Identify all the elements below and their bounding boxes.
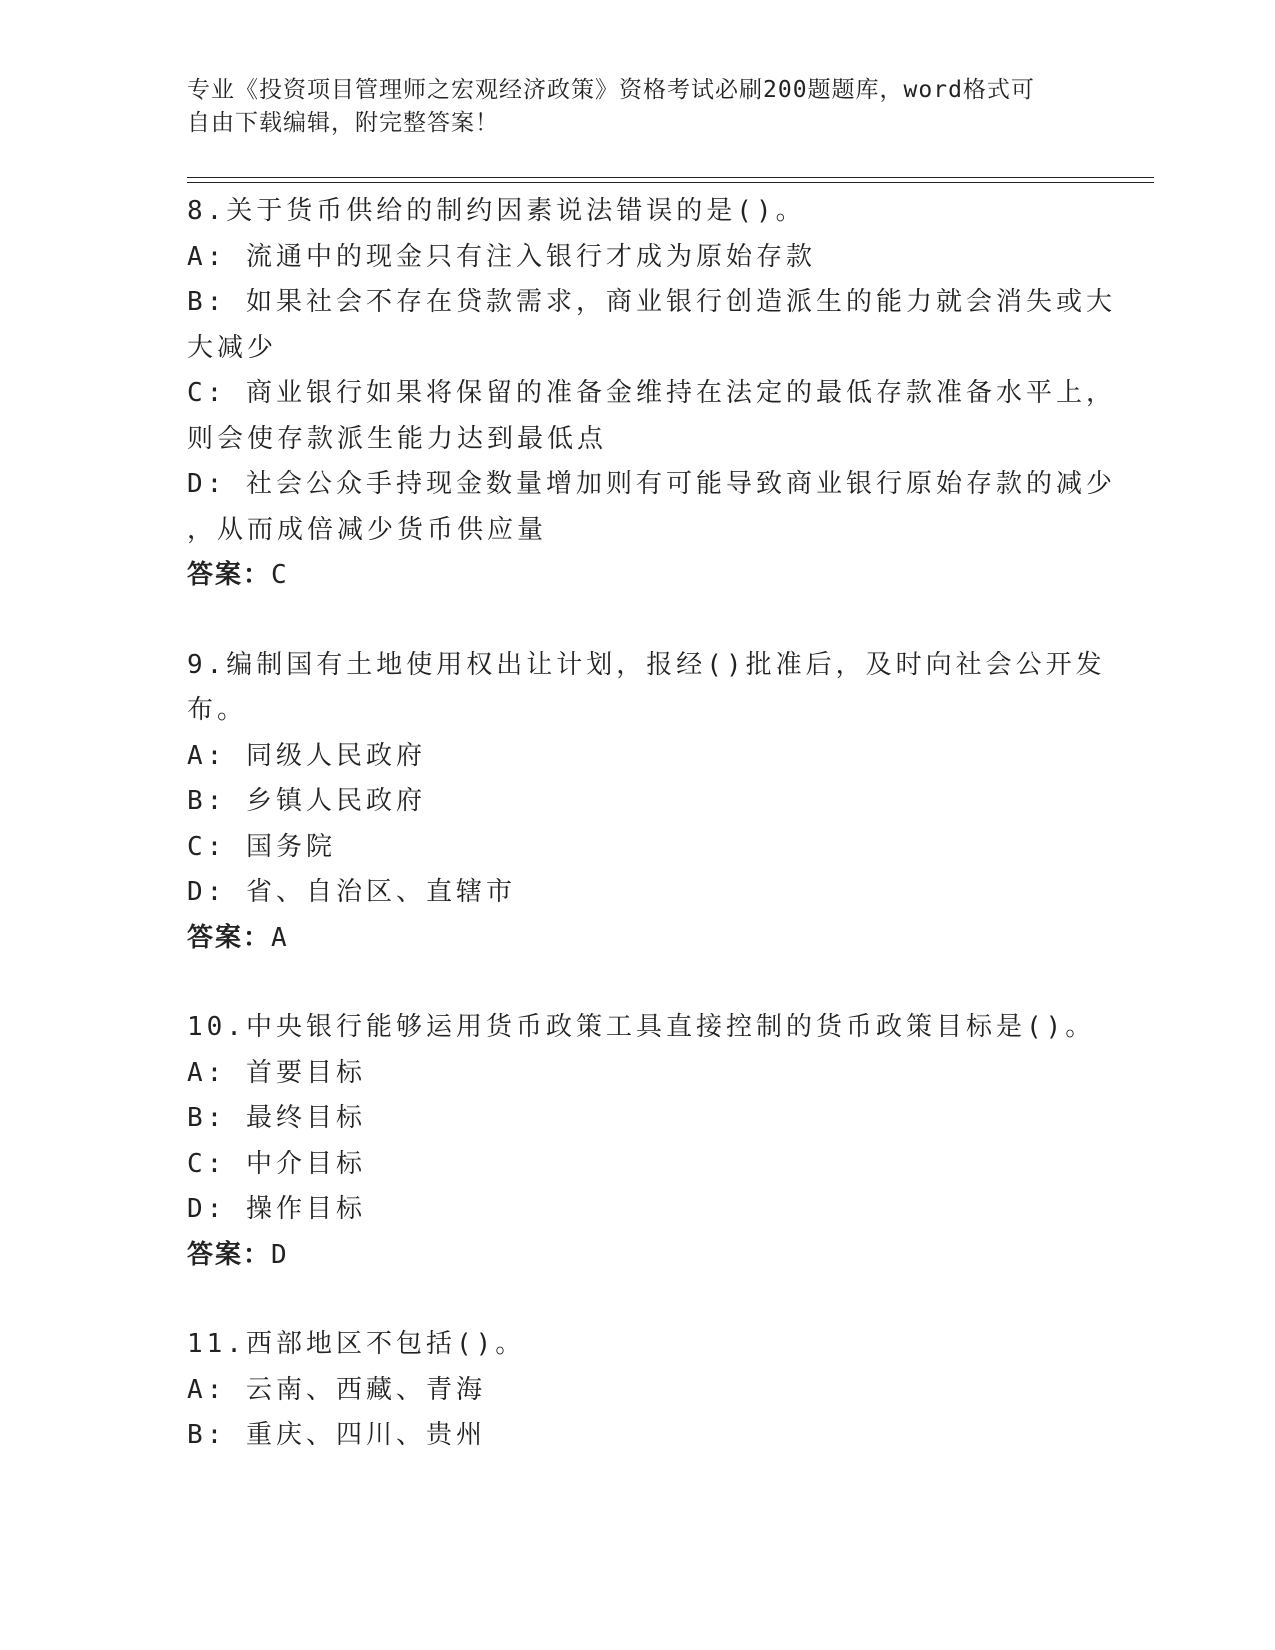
- option-text: B: 乡镇人民政府: [187, 786, 426, 816]
- question-stem: 9.编制国有土地使用权出让计划，报经()批准后，及时向社会公开发: [187, 649, 1106, 680]
- question-stem: 11.西部地区不包括()。: [187, 1329, 526, 1359]
- answer-label: 答案：: [187, 1239, 272, 1270]
- answer-label: 答案：: [187, 560, 272, 590]
- option-text: A: 云南、西藏、青海: [187, 1374, 486, 1405]
- answer-value: C: [271, 560, 289, 590]
- option-text: A: 流通中的现金只有注入银行才成为原始存款: [187, 241, 816, 272]
- option-text: B: 最终目标: [187, 1103, 366, 1133]
- question-stem: 8.关于货币供给的制约因素说法错误的是()。: [187, 196, 806, 226]
- option-text: A: 同级人民政府: [187, 740, 426, 771]
- option-text: C: 商业银行如果将保留的准备金维持在法定的最低存款准备水平上，: [187, 378, 1116, 408]
- question-block: [187, 189, 1116, 599]
- header-divider-top: [187, 177, 1154, 178]
- option-text: 大减少: [187, 332, 278, 363]
- question-stem: 10.中央银行能够运用货币政策工具直接控制的货币政策目标是()。: [187, 1012, 1096, 1042]
- header-line-2: 自由下载编辑，附完整答案！: [187, 110, 499, 136]
- question-block: [187, 1322, 1087, 1459]
- option-text: B: 重庆、四川、贵州: [187, 1420, 486, 1450]
- answer-value: A: [271, 922, 289, 953]
- option-text: 则会使存款派生能力达到最低点: [187, 423, 608, 454]
- answer-label: 答案：: [187, 922, 272, 953]
- answer-value: D: [271, 1239, 289, 1270]
- answer-line: [187, 1233, 1087, 1279]
- option-text: D: 操作目标: [187, 1194, 366, 1224]
- question-list: [187, 189, 1116, 1503]
- question-stem: 布。: [187, 695, 248, 725]
- answer-line: [187, 916, 1087, 962]
- question-block: [187, 1005, 1096, 1278]
- document-header: [187, 74, 1067, 140]
- question-block: [187, 643, 1106, 962]
- answer-line: [187, 553, 1087, 599]
- option-text: C: 中介目标: [187, 1148, 366, 1179]
- option-text: A: 首要目标: [187, 1057, 366, 1088]
- option-text: D: 社会公众手持现金数量增加则有可能导致商业银行原始存款的减少: [187, 469, 1116, 499]
- option-text: C: 国务院: [187, 831, 336, 862]
- option-text: B: 如果社会不存在贷款需求，商业银行创造派生的能力就会消失或大: [187, 287, 1116, 317]
- option-text: ，从而成倍减少货币供应量: [187, 514, 548, 545]
- option-text: D: 省、自治区、直辖市: [187, 877, 516, 907]
- header-divider-bottom: [187, 182, 1154, 183]
- header-line-1: 专业《投资项目管理师之宏观经济政策》资格考试必刷200题题库，word格式可: [187, 77, 1035, 103]
